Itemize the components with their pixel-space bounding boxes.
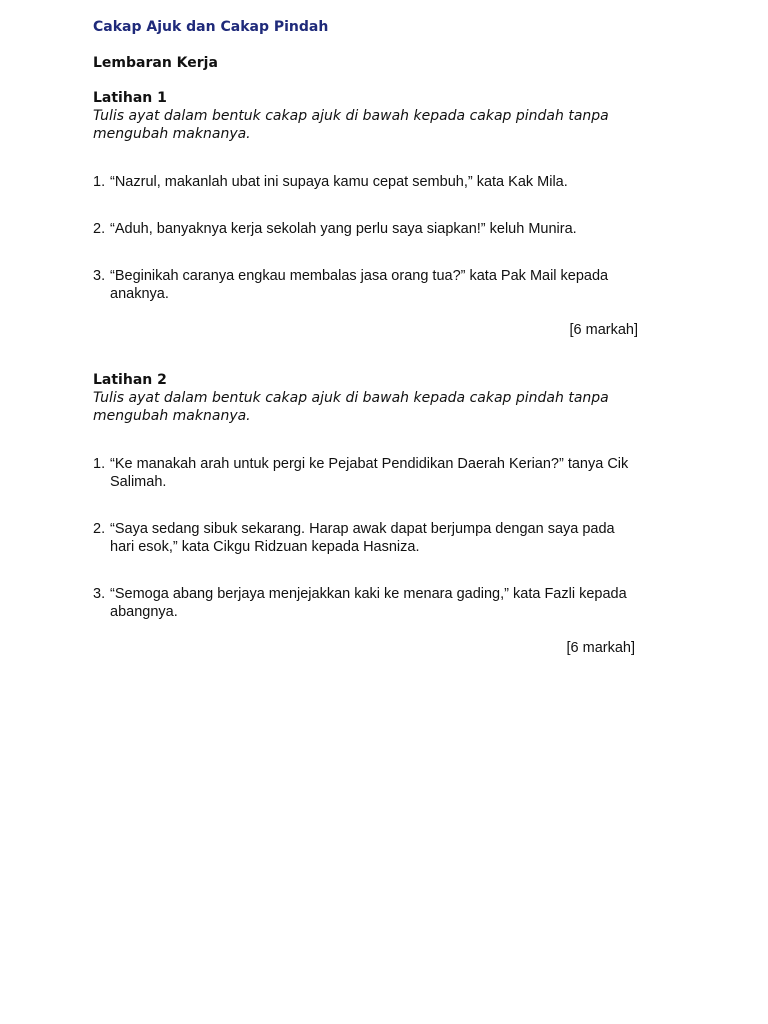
question-item	[93, 267, 642, 303]
question-number: 1.	[93, 456, 106, 472]
worksheet-page	[93, 17, 653, 657]
question-item	[93, 173, 642, 191]
exercise-section-2	[93, 371, 653, 657]
exercise-instruction: Tulis ayat dalam bentuk cakap ajuk di bawah kepada cakap pindah tanpa mengubah maknanya.	[93, 390, 609, 424]
document-subtitle: Lembaran Kerja	[93, 55, 218, 71]
question-item	[93, 520, 642, 556]
question-text: “Saya sedang sibuk sekarang. Harap awak dapat berjumpa dengan saya pada hari esok,” kata Cikgu Ridzuan kepada Hasniza.	[110, 521, 615, 555]
question-text: “Beginikah caranya engkau membalas jasa orang tua?” kata Pak Mail kepada anaknya.	[110, 268, 609, 302]
document-title: Cakap Ajuk dan Cakap Pindah	[93, 19, 329, 35]
exercise-instruction: Tulis ayat dalam bentuk cakap ajuk di bawah kepada cakap pindah tanpa mengubah maknanya.	[93, 108, 609, 142]
question-text: “Nazrul, makanlah ubat ini supaya kamu cepat sembuh,” kata Kak Mila.	[110, 174, 568, 190]
question-number: 1.	[93, 174, 106, 190]
question-item	[93, 585, 642, 621]
question-number: 2.	[93, 521, 106, 537]
question-item	[93, 220, 642, 238]
question-number: 2.	[93, 221, 106, 237]
question-text: “Semoga abang berjaya menjejakkan kaki ke menara gading,” kata Fazli kepada abangnya.	[110, 586, 627, 620]
marks-label: [6 markah]	[569, 322, 638, 338]
question-list	[93, 455, 653, 621]
exercise-section-1	[93, 89, 653, 339]
question-text: “Ke manakah arah untuk pergi ke Pejabat Pendidikan Daerah Kerian?” tanya Cik Salimah.	[110, 456, 629, 490]
question-number: 3.	[93, 268, 106, 284]
question-text: “Aduh, banyaknya kerja sekolah yang perlu saya siapkan!” keluh Munira.	[110, 221, 577, 237]
marks-label: [6 markah]	[566, 640, 635, 656]
exercise-heading: Latihan 1	[93, 90, 167, 106]
question-item	[93, 455, 642, 491]
question-list	[93, 173, 653, 303]
question-number: 3.	[93, 586, 106, 602]
exercise-heading: Latihan 2	[93, 372, 167, 388]
